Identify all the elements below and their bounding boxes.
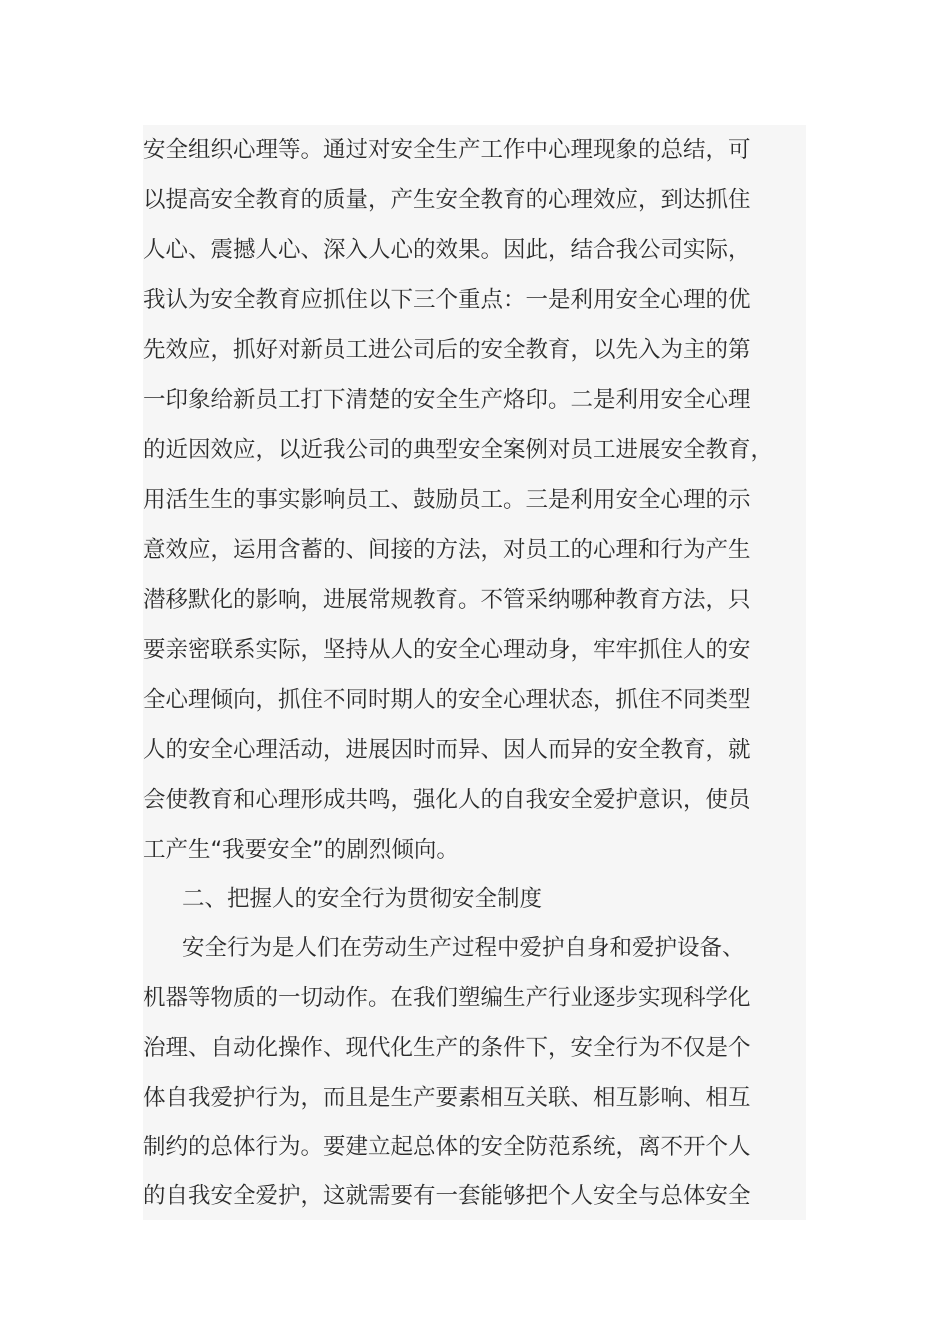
body-text: [143, 125, 806, 1220]
text-line: 要亲密联系实际，坚持从人的安全心理动身，牢牢抓住人的安: [143, 637, 751, 663]
text-line: 人的安全心理活动，进展因时而异、因人而异的安全教育，就: [143, 737, 751, 763]
text-line: 机器等物质的一切动作。在我们塑编生产行业逐步实现科学化: [143, 985, 751, 1011]
text-line: 会使教育和心理形成共鸣，强化人的自我安全爱护意识，使员: [143, 787, 751, 813]
text-line: 的自我安全爱护，这就需要有一套能够把个人安全与总体安全: [143, 1183, 751, 1209]
paragraph-first-line: 安全行为是人们在劳动生产过程中爱护自身和爱护设备、: [182, 935, 745, 961]
text-line: 人心、震撼人心、深入人心的效果。因此，结合我公司实际，: [143, 237, 751, 263]
text-line: 以提高安全教育的质量，产生安全教育的心理效应，到达抓住: [143, 187, 751, 213]
section-heading: 二、把握人的安全行为贯彻安全制度: [182, 886, 543, 912]
text-line: 潜移默化的影响，进展常规教育。不管采纳哪种教育方法，只: [143, 587, 751, 613]
text-line: 的近因效应，以近我公司的典型安全案例对员工进展安全教育，: [143, 437, 774, 463]
text-line: 全心理倾向，抓住不同时期人的安全心理状态，抓住不同类型: [143, 687, 751, 713]
text-line: 制约的总体行为。要建立起总体的安全防范系统，离不开个人: [143, 1134, 751, 1160]
text-line: 先效应，抓好对新员工进公司后的安全教育，以先入为主的第: [143, 337, 751, 363]
text-line: 用活生生的事实影响员工、鼓励员工。三是利用安全心理的示: [143, 487, 751, 513]
text-line: 安全组织心理等。通过对安全生产工作中心理现象的总结，可: [143, 137, 751, 163]
text-line: 工产生“我要安全”的剧烈倾向。: [143, 837, 459, 863]
text-line: 体自我爱护行为，而且是生产要素相互关联、相互影响、相互: [143, 1085, 751, 1111]
text-line: 意效应，运用含蓄的、间接的方法，对员工的心理和行为产生: [143, 537, 751, 563]
text-line: 治理、自动化操作、现代化生产的条件下，安全行为不仅是个: [143, 1035, 751, 1061]
text-line: 我认为安全教育应抓住以下三个重点：一是利用安全心理的优: [143, 287, 751, 313]
text-line: 一印象给新员工打下清楚的安全生产烙印。二是利用安全心理: [143, 387, 751, 413]
